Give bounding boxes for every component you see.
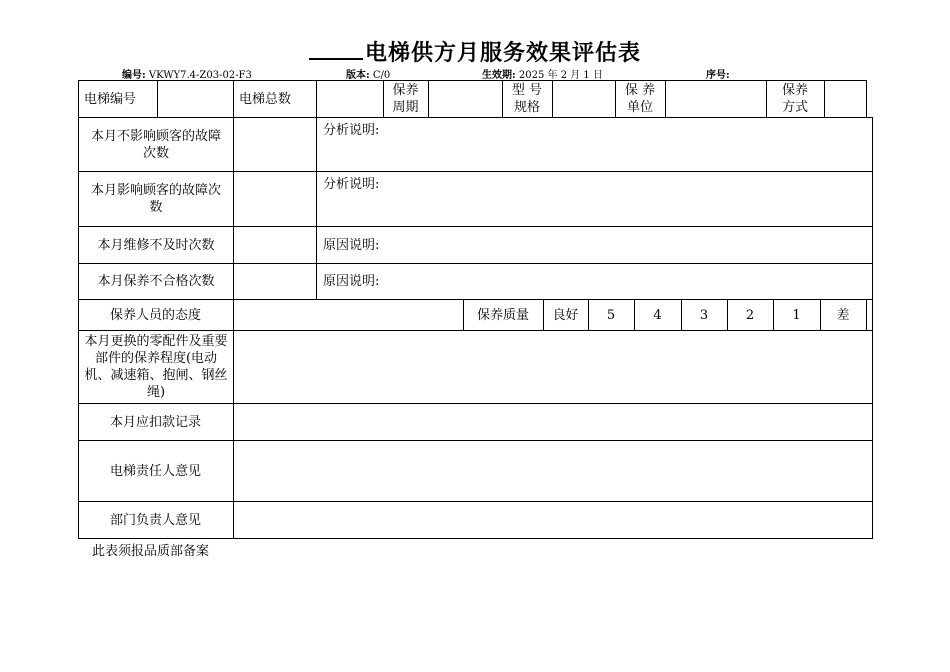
title-blank-line	[309, 38, 363, 60]
elevator-no-label: 电梯编号	[84, 91, 137, 107]
deduction-field[interactable]	[234, 404, 872, 440]
fault-no-impact-count[interactable]	[234, 118, 316, 171]
form-title	[0, 36, 950, 67]
effective-value: 2025 年 2 月 1 日	[518, 70, 603, 81]
code-label: 编号:	[122, 70, 146, 81]
rating-2[interactable]: 2	[745, 307, 755, 323]
maint-unit-field[interactable]	[666, 81, 766, 117]
version-field	[346, 66, 390, 81]
repair-late-count[interactable]	[234, 227, 316, 263]
repair-late-label: 本月维修不及时次数	[97, 237, 215, 253]
maint-unit-line2: 单位	[626, 100, 653, 115]
fault-impact-count[interactable]	[234, 172, 316, 226]
table-line	[866, 299, 867, 330]
maint-mode-line1: 保养	[781, 83, 808, 98]
fault-no-impact-analysis[interactable]: 分析说明:	[323, 123, 380, 138]
serial-label: 序号:	[706, 70, 730, 81]
owner-opinion-label: 电梯责任人意见	[109, 463, 201, 479]
version-label: 版本:	[346, 70, 370, 81]
maint-unqualified-reason[interactable]: 原因说明:	[323, 274, 380, 289]
title-text: 电梯供方月服务效果评估表	[364, 40, 641, 66]
maint-mode-label	[766, 81, 824, 117]
owner-opinion-field[interactable]	[234, 441, 872, 501]
rating-3[interactable]: 3	[699, 307, 709, 323]
maint-mode-line2: 方式	[781, 100, 808, 115]
model-line2: 规格	[513, 100, 540, 115]
maint-unqualified-count[interactable]	[234, 264, 316, 299]
fault-impact-analysis[interactable]: 分析说明:	[323, 177, 380, 192]
parts-replaced-label: 本月更换的零配件及重要部件的保养程度(电动机、减速箱、抱闸、钢丝绳)	[84, 334, 228, 400]
table-line	[78, 538, 873, 539]
parts-replaced-field[interactable]	[234, 331, 872, 403]
elevator-total-field[interactable]	[317, 81, 383, 117]
quality-label: 保养质量	[476, 307, 529, 323]
rating-bad: 差	[836, 307, 850, 323]
table-line	[872, 117, 873, 538]
maint-period-field[interactable]	[429, 81, 502, 117]
table-line	[866, 80, 867, 117]
fault-no-impact-label: 本月不影响顾客的故障次数	[90, 128, 221, 161]
serial-field	[706, 66, 730, 81]
deduction-label: 本月应扣款记录	[109, 414, 201, 430]
version-value: C/0	[372, 70, 391, 81]
elevator-total-label: 电梯总数	[239, 91, 292, 107]
rating-5[interactable]: 5	[606, 307, 616, 323]
maint-period-line2: 周期	[392, 100, 419, 115]
rating-good: 良好	[552, 307, 579, 323]
rating-1[interactable]: 1	[792, 307, 801, 323]
effective-label: 生效期:	[482, 70, 516, 81]
effective-field	[482, 66, 603, 81]
attitude-label: 保养人员的态度	[109, 307, 201, 323]
maint-unit-label	[615, 81, 665, 117]
maint-unit-line1: 保 养	[624, 83, 656, 98]
code-value: VKWY7.4-Z03-02-F3	[148, 70, 252, 81]
maint-unqualified-label: 本月保养不合格次数	[97, 274, 215, 289]
maint-period-line1: 保养	[392, 83, 419, 98]
code-field	[122, 66, 252, 81]
maint-period-label	[383, 81, 428, 117]
model-field[interactable]	[553, 81, 615, 117]
footnote: 此表须报品质部备案	[92, 544, 210, 559]
fault-impact-label: 本月影响顾客的故障次数	[90, 183, 221, 215]
elevator-no-field[interactable]	[158, 81, 233, 117]
attitude-field[interactable]	[234, 300, 463, 330]
model-label	[502, 81, 552, 117]
rating-4[interactable]: 4	[653, 307, 662, 323]
model-line1: 型 号	[511, 83, 543, 98]
repair-late-reason[interactable]: 原因说明:	[323, 237, 380, 253]
maint-mode-field[interactable]	[825, 81, 866, 117]
dept-opinion-field[interactable]	[234, 502, 872, 538]
dept-opinion-label: 部门负责人意见	[109, 512, 201, 528]
